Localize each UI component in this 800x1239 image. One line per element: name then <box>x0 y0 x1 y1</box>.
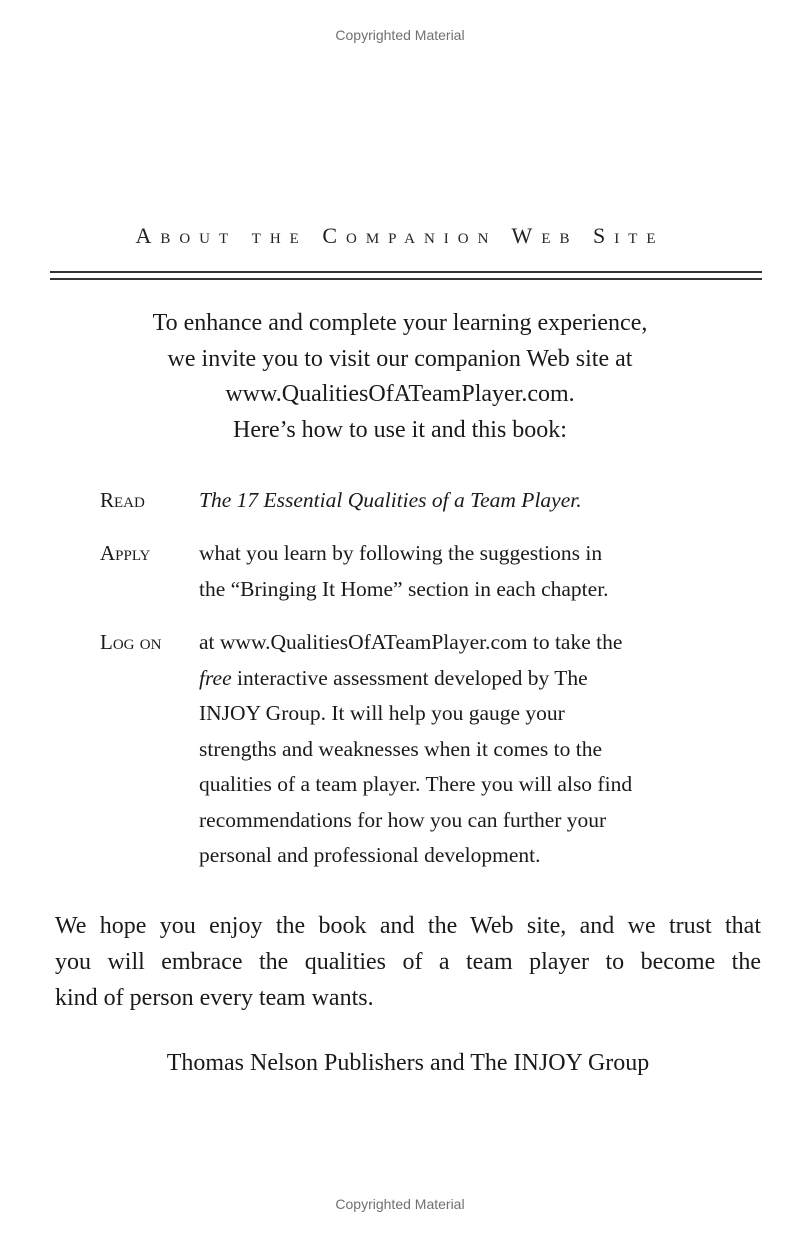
step-label-apply: Apply <box>100 541 151 565</box>
copyright-watermark-top: Copyrighted Material <box>335 27 465 43</box>
page-heading: About the Companion Web Site <box>135 223 665 248</box>
intro-line: we invite you to visit our companion Web site at <box>167 345 633 372</box>
step-text: recommendations for how you can further your <box>199 807 607 832</box>
copyright-watermark-bottom: Copyrighted Material <box>335 1196 465 1212</box>
intro-line-url: www.QualitiesOfATeamPlayer.com. <box>225 381 575 407</box>
step-label-read: Read <box>100 488 145 512</box>
step-text: at www.QualitiesOfATeamPlayer.com to take the <box>199 630 623 654</box>
closing-paragraph <box>55 908 761 1016</box>
step-label-log-on: Log on <box>100 630 162 654</box>
step-text: what you learn by following the suggestions in <box>199 541 603 565</box>
closing-line: you will embrace the qualities of a team player to become the <box>55 949 761 975</box>
step-text: strengths and weaknesses when it comes to the <box>199 736 603 761</box>
emphasis-free: free <box>199 665 232 690</box>
intro-line: To enhance and complete your learning experience, <box>152 310 648 336</box>
heading-rule-bottom <box>50 278 762 280</box>
step-text: qualities of a team player. There you will also find <box>199 772 633 796</box>
step-text: INJOY Group. It will help you gauge your <box>199 701 565 725</box>
closing-line: kind of person every team wants. <box>55 985 374 1011</box>
intro-line: Here’s how to use it and this book: <box>233 416 567 443</box>
intro-paragraph <box>0 306 800 448</box>
heading-rule-top <box>50 271 762 273</box>
closing-line: We hope you enjoy the book and the Web site, and we trust that <box>55 913 761 939</box>
step-text: personal and professional development. <box>199 843 541 867</box>
step-text: the “Bringing It Home” section in each chapter. <box>199 576 609 601</box>
step-text: free interactive assessment developed by The <box>199 665 588 690</box>
book-title: The 17 Essential Qualities of a Team Player. <box>199 488 582 512</box>
signature: Thomas Nelson Publishers and The INJOY Group <box>166 1050 650 1076</box>
